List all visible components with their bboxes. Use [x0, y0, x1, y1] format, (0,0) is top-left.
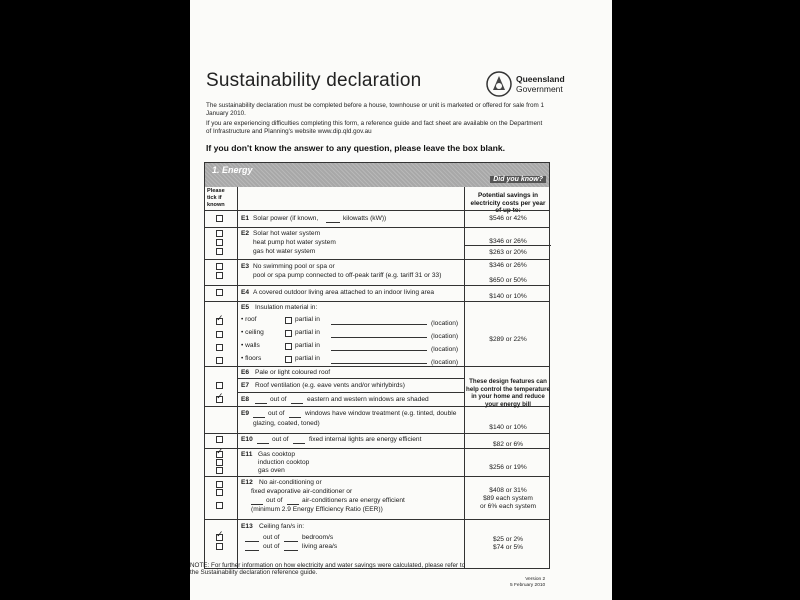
e10-text: fixed internal lights are energy efficient — [309, 436, 422, 443]
row-divider — [237, 392, 464, 393]
logo-line-2: Government — [516, 84, 563, 94]
coat-of-arms-icon — [485, 70, 513, 98]
e2-option-1: Solar hot water system — [253, 230, 321, 237]
e1-saving: $546 or 42% — [489, 215, 527, 222]
e9-count-field[interactable] — [253, 410, 265, 418]
e5-floors-checkbox[interactable] — [216, 357, 223, 364]
e2-label: E2 — [241, 230, 250, 237]
e11-option-2: induction cooktop — [258, 459, 310, 466]
e7-text: Roof ventilation (e.g. eave vents and/or whirlybirds) — [255, 382, 405, 389]
e7-label: E7 — [241, 382, 250, 389]
e12-noaircon-checkbox[interactable] — [216, 481, 223, 488]
e13-living: living area/s — [302, 543, 338, 550]
e10-count-field[interactable] — [257, 436, 269, 444]
row-divider — [205, 227, 549, 228]
e3-option-1: No swimming pool or spa or — [253, 263, 335, 270]
e5-item-floors: • floors — [241, 355, 262, 362]
e5-roof-location-field[interactable] — [331, 316, 427, 325]
e13-saving-2: $74 or 5% — [492, 544, 524, 551]
e13-out-of: out of — [263, 534, 280, 541]
e12-evaporative-checkbox[interactable] — [216, 489, 223, 496]
e4-checkbox[interactable] — [216, 289, 223, 296]
e3-offpeak-checkbox[interactable] — [216, 272, 223, 279]
row-divider — [205, 259, 549, 260]
e11-gas-cooktop-checkbox[interactable] — [216, 451, 223, 458]
e13-bedroom-count-field[interactable] — [245, 534, 259, 542]
e9-total-field[interactable] — [289, 410, 301, 418]
e3-option-2: pool or spa pump connected to off-peak tariff (e.g. tariff 31 or 33) — [253, 272, 442, 279]
e8-out-of: out of — [270, 396, 287, 403]
section-header-bar — [205, 163, 549, 187]
e5-saving: $289 or 22% — [489, 336, 527, 343]
e5-location-label: (location) — [431, 333, 459, 340]
e9-saving: $140 or 10% — [489, 424, 527, 431]
e12-option-3: air-conditioners are energy efficient — [302, 497, 405, 504]
e13-saving-1: $25 or 2% — [492, 536, 524, 543]
e8-count-field[interactable] — [255, 396, 267, 404]
version-number: Version 2 — [525, 577, 546, 582]
e10-label: E10 — [241, 436, 253, 443]
e12-option-4: (minimum 2.9 Energy Efficiency Ratio (EER)) — [251, 506, 383, 513]
e1-label: E1 — [241, 215, 250, 222]
e9-out-of: out of — [268, 410, 285, 417]
e2-option-3: gas hot water system — [253, 248, 316, 255]
e13-label: E13 — [241, 523, 253, 530]
e1-checkbox[interactable] — [216, 215, 223, 222]
e2-saving-2: $263 or 20% — [489, 249, 527, 256]
e11-gas-oven-checkbox[interactable] — [216, 467, 223, 474]
e9-text-b: glazing, coated, toned) — [253, 420, 320, 427]
e5-partial-label: partial in — [295, 316, 320, 323]
e8-total-field[interactable] — [291, 396, 303, 404]
e5-walls-checkbox[interactable] — [216, 344, 223, 351]
e4-label: E4 — [241, 289, 250, 296]
e12-option-1: No air-conditioning or — [259, 479, 322, 486]
e5-location-label: (location) — [431, 359, 459, 366]
e6-label: E6 — [241, 369, 250, 376]
did-you-know-label: Did you know? — [490, 176, 546, 183]
logo-line-1: Queensland — [516, 74, 565, 84]
energy-table — [204, 162, 550, 569]
e3-nopool-checkbox[interactable] — [216, 263, 223, 270]
e13-bedroom-checkbox[interactable] — [216, 534, 223, 541]
e5-roof-checkbox[interactable] — [216, 318, 223, 325]
e13-living-total-field[interactable] — [284, 543, 298, 551]
e9-text-a: windows have window treatment (e.g. tinted, double — [305, 410, 457, 417]
e12-label: E12 — [241, 479, 253, 486]
e11-induction-checkbox[interactable] — [216, 459, 223, 466]
e5-partial-label: partial in — [295, 355, 320, 362]
row-divider — [205, 366, 549, 367]
e5-floors-partial-checkbox[interactable] — [285, 356, 292, 363]
e7-checkbox[interactable] — [216, 382, 223, 389]
e8-checkbox[interactable] — [216, 396, 223, 403]
e5-ceiling-checkbox[interactable] — [216, 331, 223, 338]
e1-kw-field[interactable] — [326, 215, 340, 223]
e10-saving: $82 or 6% — [492, 441, 524, 448]
e5-ceiling-location-field[interactable] — [331, 329, 427, 338]
e5-walls-location-field[interactable] — [331, 342, 427, 351]
e2-option-2: heat pump hot water system — [253, 239, 336, 246]
row-divider — [205, 476, 549, 477]
e5-label: E5 — [241, 304, 250, 311]
e11-option-3: gas oven — [258, 467, 285, 474]
e1-text-b: kilowatts (kW)) — [343, 215, 387, 222]
e8-label: E8 — [241, 396, 250, 403]
page-title: Sustainability declaration — [206, 70, 422, 91]
version-date: 5 February 2010 — [510, 582, 546, 588]
e5-partial-label: partial in — [295, 342, 320, 349]
row-divider — [205, 433, 549, 434]
e12-saving-3: or 6% each system — [479, 503, 537, 510]
row-divider — [205, 519, 549, 520]
intro-paragraph-2: If you are experiencing difficulties completing this form, a reference guide and fact sheet are available on the Department of Infrastructure and Planning's website www.dip.qld.gov.au — [206, 120, 543, 135]
e6-e8-saving-note: These design features can help control the temperature in your home and reduce your energy bill — [466, 378, 550, 408]
e12-count-field[interactable] — [251, 497, 263, 505]
e11-saving: $256 or 19% — [489, 464, 527, 471]
e13-living-count-field[interactable] — [245, 543, 259, 551]
e3-label: E3 — [241, 263, 250, 270]
e5-floors-location-field[interactable] — [331, 355, 427, 364]
e10-out-of: out of — [272, 436, 289, 443]
e5-location-label: (location) — [431, 320, 459, 327]
e2-heatpump-checkbox[interactable] — [216, 239, 223, 246]
e2-gas-checkbox[interactable] — [216, 248, 223, 255]
version-info — [510, 577, 545, 588]
intro-paragraph-1: The sustainability declaration must be completed before a house, townhouse or unit is marketed or offered for sale from 1 January 2010. — [206, 102, 544, 117]
e11-label: E11 — [241, 451, 253, 458]
e3-saving: $650 or 50% — [489, 277, 527, 284]
row-divider — [205, 285, 549, 286]
e11-option-1: Gas cooktop — [258, 451, 296, 458]
savings-column-header: Potential savings in electricity costs per year — [470, 192, 546, 207]
e5-ceiling-partial-checkbox[interactable] — [285, 330, 292, 337]
e5-item-walls: • walls — [241, 342, 260, 349]
e13-living-checkbox[interactable] — [216, 543, 223, 550]
e4-saving: $140 or 10% — [489, 293, 527, 300]
e13-bedroom-total-field[interactable] — [284, 534, 298, 542]
e5-partial-label: partial in — [295, 329, 320, 336]
e12-total-field[interactable] — [287, 497, 299, 505]
e12-efficient-checkbox[interactable] — [216, 502, 223, 509]
blank-warning: If you don't know the answer to any question, please leave the box blank. — [206, 143, 506, 153]
row-divider — [237, 378, 464, 379]
e5-item-roof: • roof — [241, 316, 257, 323]
e9-label: E9 — [241, 410, 250, 417]
e5-walls-partial-checkbox[interactable] — [285, 343, 292, 350]
e2-saving-3: $346 or 26% — [489, 262, 527, 269]
e12-saving-1: $408 or 31% — [489, 487, 527, 494]
e5-item-ceiling: • ceiling — [241, 329, 264, 336]
e8-text: eastern and western windows are shaded — [307, 396, 429, 403]
e2-saving-1: $346 or 26% — [489, 238, 527, 245]
footer-note: NOTE: For further information on how electricity and water savings were calculated, please refer to the Sustainability declaration reference guide. — [190, 562, 466, 576]
e2-solar-checkbox[interactable] — [216, 230, 223, 237]
e5-roof-partial-checkbox[interactable] — [285, 317, 292, 324]
tick-column-header: Please tick if known — [207, 188, 225, 208]
row-divider — [205, 210, 549, 211]
section-title: 1. Energy — [212, 165, 253, 175]
government-logo — [485, 70, 565, 98]
e4-text: A covered outdoor living area attached to an indoor living area — [253, 289, 435, 296]
e13-bedrooms: bedroom/s — [302, 534, 334, 541]
e5-text: Insulation material in: — [255, 304, 318, 311]
row-divider — [205, 301, 549, 302]
e6-text: Pale or light coloured roof — [255, 369, 331, 376]
e10-total-field[interactable] — [293, 436, 305, 444]
e10-checkbox[interactable] — [216, 436, 223, 443]
e12-out-of: out of — [266, 497, 283, 504]
e13-text: Ceiling fan/s in: — [259, 523, 305, 530]
e5-location-label: (location) — [431, 346, 459, 353]
document-page — [190, 0, 612, 600]
e12-saving-2: $89 each system — [483, 495, 533, 502]
e13-out-of: out of — [263, 543, 280, 550]
e12-option-2: fixed evaporative air-conditioner or — [251, 488, 353, 495]
e1-text-a: Solar power (if known, — [253, 215, 319, 222]
